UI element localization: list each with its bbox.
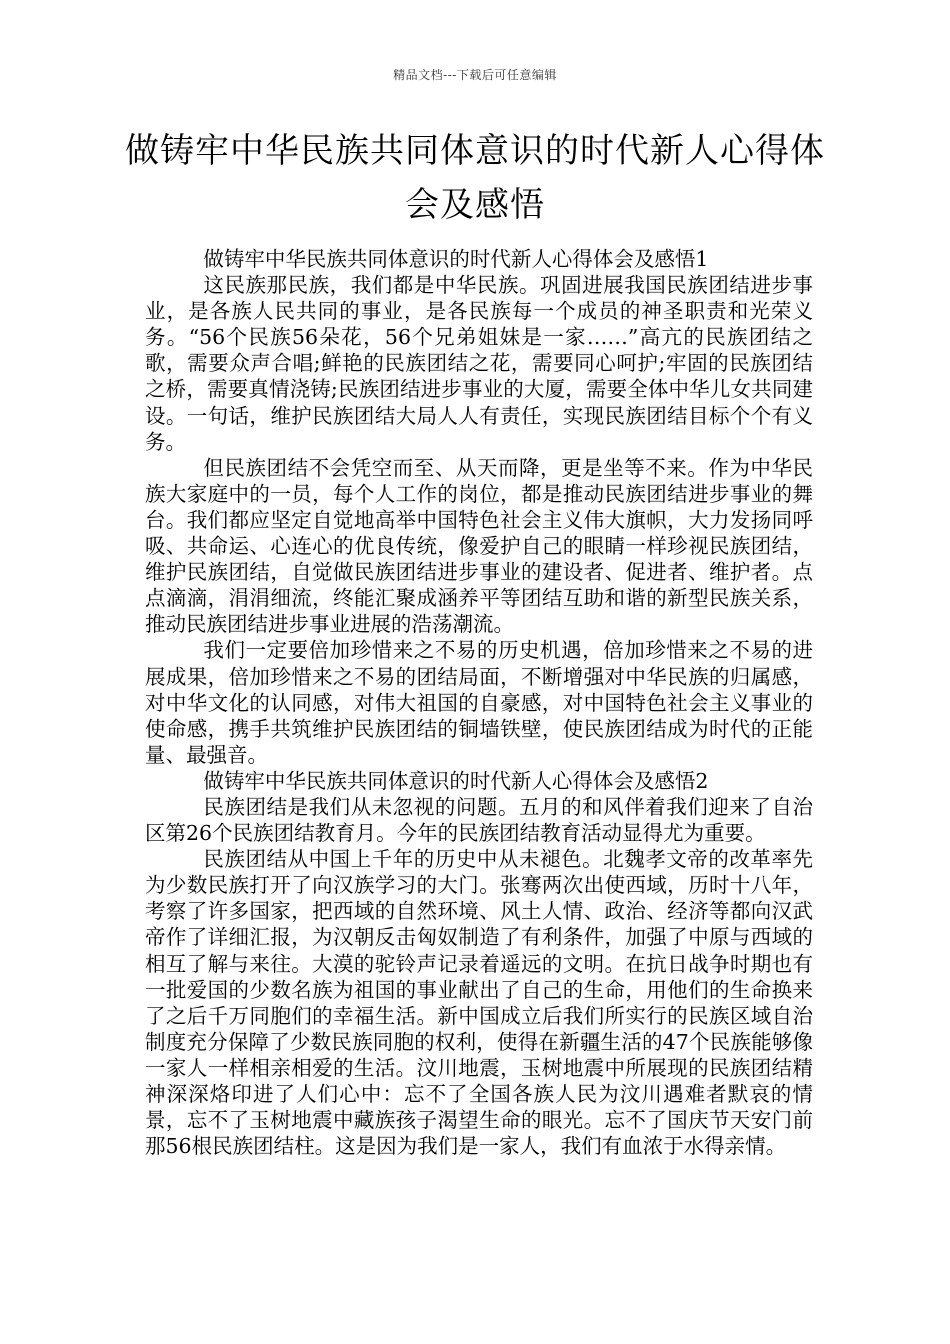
document-body [145,246,813,1159]
section-heading-2: 做铸牢中华民族共同体意识的时代新人心得体会及感悟2 [203,768,709,793]
paragraph: 这民族那民族，我们都是中华民族。巩固进展我国民族团结进步事业，是各族人民共同的事业，是各民族每一个成员的神圣职责和光荣义务。“56个民族56朵花，56个兄弟姐妹是一家……”高亢的民族团结之歌，需要众声合唱;鲜艳的民族团结之花，需要同心呵护;牢固的民族团结之桥，需要真情浇铸;民族团结进步事业的大厦，需要全体中华儿女共同建设。一句话，维护民族团结大局人人有责任，实现民族团结目标个个有义务。 [145,273,813,454]
header-note: 精品文档---下载后可任意编辑 [393,68,557,82]
document-title: 做铸牢中华民族共同体意识的时代新人心得体会及感悟 [125,131,825,225]
section-heading-1: 做铸牢中华民族共同体意识的时代新人心得体会及感悟1 [203,247,709,271]
paragraph: 民族团结从中国上千年的历史中从未褪色。北魏孝文帝的改革率先为少数民族打开了向汉族学习的大门。张骞两次出使西域，历时十八年，考察了许多国家，把西域的自然环境、风土人情、政治、经济等都向汉武帝作了详细汇报，为汉朝反击匈奴制造了有利条件，加强了中原与西域的相互了解与来往。大漠的驼铃声记录着遥远的文明。在抗日战争时期也有一批爱国的少数名族为祖国的事业献出了自己的生命，用他们的生命换来了之后千万同胞们的幸福生活。新中国成立后我们所实行的民族区域自治制度充分保障了少数民族同胞的权利，使得在新疆生活的47个民族能够像一家人一样相亲相爱的生活。汶川地震，玉树地震中所展现的民族团结精神深深烙印进了人们心中：忘不了全国各族人民为汶川遇难者默哀的情景，忘不了玉树地震中藏族孩子渴望生命的眼光。忘不了国庆节天安门前那56根民族团结柱。这是因为我们是一家人，我们有血浓于水得亲情。 [145,847,813,1159]
paragraph: 民族团结是我们从未忽视的问题。五月的和风伴着我们迎来了自治区第26个民族团结教育月。今年的民族团结教育活动显得尤为重要。 [145,794,813,846]
paragraph: 我们一定要倍加珍惜来之不易的历史机遇，倍加珍惜来之不易的进展成果，倍加珍惜来之不易的团结局面，不断增强对中华民族的归属感，对中华文化的认同感，对伟大祖国的自豪感，对中国特色社会主义事业的使命感，携手共筑维护民族团结的铜墙铁壁，使民族团结成为时代的正能量、最强音。 [145,638,813,767]
paragraph: 但民族团结不会凭空而至、从天而降，更是坐等不来。作为中华民族大家庭中的一员，每个人工作的岗位，都是推动民族团结进步事业的舞台。我们都应坚定自觉地高举中国特色社会主义伟大旗帜，大力发扬同呼吸、共命运、心连心的优良传统，像爱护自己的眼睛一样珍视民族团结，维护民族团结，自觉做民族团结进步事业的建设者、促进者、维护者。点点滴滴，涓涓细流，终能汇聚成涵养平等团结互助和谐的新型民族关系，推动民族团结进步事业进展的浩荡潮流。 [145,455,813,637]
